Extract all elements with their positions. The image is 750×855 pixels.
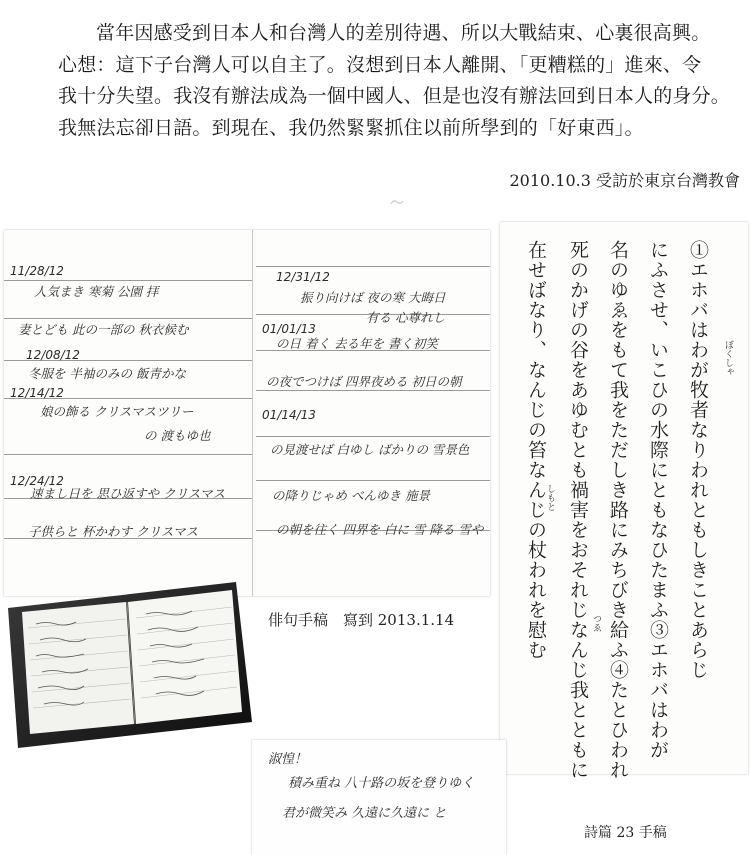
haiku-date: 12/24/12 [10,474,64,488]
haiku-line: 妻とども 此の一部の 秋衣候む [18,322,189,337]
manuscript-furigana: しもと [545,484,555,511]
article-paragraph [58,18,748,144]
haiku-line: の見渡せば 白ゆし ばかりの 雪景色 [270,442,470,457]
open-diary-photo [6,572,254,750]
haiku-date: 12/31/12 [276,270,330,284]
card-greeting: 淑惶！ [268,752,308,767]
paragraph-line-4: 我無法忘卻日語。到現在、我仍然緊緊抓住以前所學到的「好東西」。 [58,116,644,139]
haiku-line: の夜でつけば 四界夜める 初日の朝 [266,374,462,389]
haiku-date: 12/08/12 [26,348,80,362]
notebook-left-page [4,230,253,596]
haiku-manuscript-caption: 俳句手稿 寫到 2013.1.14 [268,611,455,629]
haiku-line: 娘の飾る クリスマスツリー [40,404,194,419]
haiku-line: の降りじゃめ べんゆき 施景 [272,488,430,503]
haiku-line: の日 着く 去る年を 書く初笑 [276,336,438,351]
ink-smudge [390,198,404,207]
haiku-line: 子供らと 杯かわす クリスマス [28,524,198,539]
manuscript-column-2: にふさせ、いこひの水際にともなひたまふ③エホバはわが [647,240,669,760]
manuscript-column-5: 在せばなり、なんじの笞なんじの杖われを慰む [525,240,547,660]
haiku-line: の 渡もゆ也 [144,428,211,443]
haiku-line: 速まし日を 思ひ返すや クリスマス [30,486,225,501]
paragraph-line-1: 當年因感受到日本人和台灣人的差別待遇、所以大戰結束、心裏很高興。 [96,22,711,44]
haiku-notebook-photo [4,230,490,596]
haiku-line: 振り向けば 夜の寒 大晦日 [300,290,446,305]
haiku-date: 11/28/12 [10,264,64,278]
card-line: 積み重ね 八十路の坂を登りゆく [288,776,475,791]
notebook-right-page [256,230,490,596]
paragraph-line-3: 我十分失望。我沒有辦法成為一個中國人、但是也沒有辦法回到日本人的身分。 [58,85,731,107]
interview-source-note: 2010.10.3 受訪於東京台灣教會 [509,171,740,190]
haiku-date: 01/01/13 [262,322,316,336]
card-line: 君が微笑み 久遠に久遠に と [282,806,447,821]
manuscript-furigana: ぼくしゃ [723,340,733,376]
manuscript-column-1: ①エホバはわが牧者なりわれともしきことあらじ [687,240,709,680]
haiku-date: 12/14/12 [10,386,64,400]
handwritten-card [252,740,506,855]
psalm-manuscript [500,222,748,780]
psalm-manuscript-caption: 詩篇 23 手稿 [584,825,667,841]
manuscript-column-4: 死のかげの谷をあゆむとも禍害をおそれじなんじ我とともに [567,240,589,780]
paragraph-line-2: 心想：這下子台灣人可以自主了。沒想到日本人離開、「更糟糕的」進來、令 [58,53,702,76]
haiku-line: の朝を往く 四界を 白に 雪 降る 雪や [276,522,484,537]
manuscript-column-3: 名のゆゑをもて我をただしき路にみちびき給ふ④たとひわれ [607,240,629,780]
haiku-line: 冬服を 半袖のみの 飯靑かな [28,366,186,381]
haiku-line: 有る 心尊れし [366,310,445,325]
manuscript-furigana: つゑ [591,614,601,632]
haiku-line: 人気まき 寒菊 公園 拝 [34,284,159,299]
haiku-date: 01/14/13 [262,408,316,422]
